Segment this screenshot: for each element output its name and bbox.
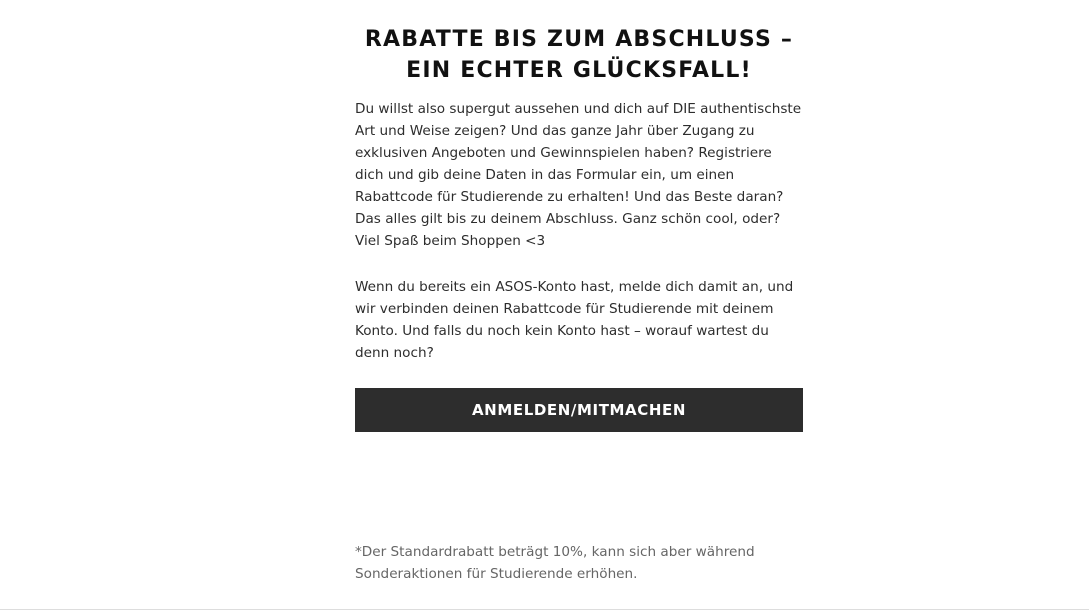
student-promo-section [355,22,803,432]
signup-join-button[interactable]: ANMELDEN/MITMACHEN [355,388,803,432]
discount-footnote: *Der Standardrabatt beträgt 10%, kann sich aber während Sonderaktionen für Studierende erhöhen. [355,544,755,582]
account-info-text: Wenn du bereits ein ASOS-Konto hast, melde dich damit an, und wir verbinden deinen Rabattcode für Studierende mit deinem Konto. Und falls du noch kein Konto hast – worauf wartest du denn noch? [355,279,794,361]
promo-description: Du willst also supergut aussehen und dich auf DIE authentischste Art und Weise zeigen? Und das ganze Jahr über Zugang zu exklusiven Angeboten und Gewinnspielen haben? Registriere dich und gib deine Daten in das Formular ein, um einen Rabattcode für Studierende zu erhalten! Und das Beste daran? Das alles gilt bis zu deinem Abschluss. Ganz schön cool, oder? Viel Spaß beim Shoppen <3 [355,101,802,249]
footer-divider [0,609,1089,610]
promo-headline: RABATTE BIS ZUM ABSCHLUSS – EIN ECHTER GLÜCKSFALL! [364,27,794,83]
